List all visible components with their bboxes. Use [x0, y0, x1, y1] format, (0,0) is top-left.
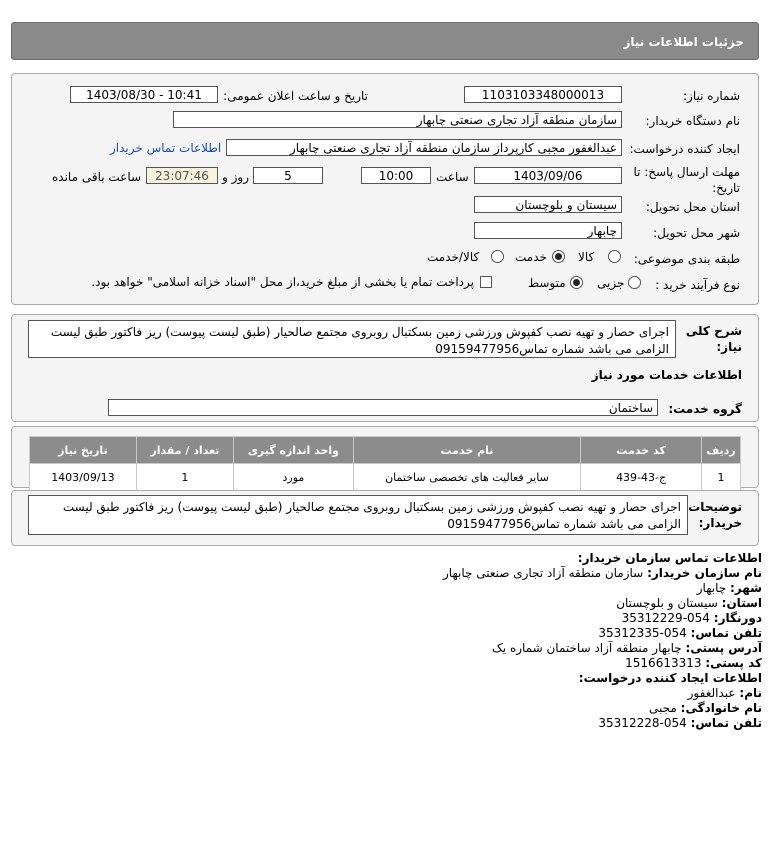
contact-title: اطلاعات تماس سازمان خریدار: [577, 551, 762, 565]
deadline-label-1: مهلت ارسال پاسخ: تا [633, 165, 740, 179]
creator-title: اطلاعات ایجاد کننده درخواست: [578, 671, 762, 685]
creator-family-label: نام خانوادگی: [680, 701, 762, 715]
category-option-goods: کالا [578, 250, 595, 264]
buyer-notes-textbox: اجرای حصار و تهیه نصب کفپوش ورزشی زمین بسکتبال روبروی مجتمع صالحیار (طبق لیست پیوست) ریز فاکتور طبق لیست الزامی می باشد شماره تماس09159477956 [28, 495, 688, 535]
col-name: نام خدمت [353, 437, 580, 464]
creator-name-line [688, 686, 762, 700]
contact-province-label: استان: [721, 596, 762, 610]
process-radio-medium[interactable] [570, 276, 583, 289]
col-code: کد خدمت [581, 437, 702, 464]
city-field: چابهار [474, 222, 622, 239]
need-details-panel [11, 73, 759, 305]
contact-address-label: آدرس پستی: [685, 641, 762, 655]
deadline-date-field: 1403/09/06 [474, 167, 622, 184]
remaining-label: ساعت باقی مانده [52, 170, 142, 184]
cell-code: ج-43-439 [581, 464, 702, 491]
services-table [29, 436, 741, 491]
requester-field: عبدالغفور مجبی کارپرداز سازمان منطقه آزاد تجاری صنعتی چابهار [226, 139, 622, 156]
contact-postal-label: کد پستی: [705, 656, 762, 670]
buyer-notes-label-2: خریدار: [698, 516, 742, 530]
category-option-goods-service: کالا/خدمت [427, 250, 480, 264]
deadline-label-2: تاریخ: [712, 181, 740, 195]
table-row [30, 464, 741, 491]
buyer-contact-link[interactable]: اطلاعات تماس خریدار [110, 141, 222, 155]
contact-postal-line [625, 656, 762, 670]
process-option-minor: جزیی [597, 276, 625, 290]
process-label: نوع فرآیند خرید : [655, 278, 740, 292]
category-radio-service[interactable] [552, 250, 565, 263]
process-radio-minor[interactable] [628, 276, 641, 289]
page-title: جزئیات اطلاعات نیاز [623, 35, 744, 49]
days-field: 5 [253, 167, 323, 184]
creator-name-value: عبدالغفور [687, 686, 736, 700]
summary-label-2: نیاز: [716, 340, 742, 354]
creator-family-value: مجبی [649, 701, 677, 715]
contact-org-label: نام سازمان خریدار: [647, 566, 762, 580]
contact-city-label: شهر: [730, 581, 762, 595]
creator-phone-line [598, 716, 762, 730]
col-date: تاریخ نیاز [30, 437, 137, 464]
contact-address-value: چابهار منطقه آزاد ساختمان شماره یک [492, 641, 682, 655]
cell-qty: 1 [136, 464, 233, 491]
process-option-medium: متوسط [528, 276, 566, 290]
need-number-label: شماره نیاز: [683, 89, 740, 103]
category-radio-goods-service[interactable] [491, 250, 504, 263]
payment-note: پرداخت تمام یا بخشی از مبلغ خرید،از محل "اسناد خزانه اسلامی" خواهد بود. [91, 275, 474, 289]
summary-textbox: اجرای حصار و تهیه نصب کفپوش ورزشی زمین بسکتبال روبروی مجتمع صالحیار (طبق لیست پیوست) ریز فاکتور طبق لیست الزامی می باشد شماره تماس09159477956 [28, 320, 676, 358]
contact-city-line [697, 581, 762, 595]
contact-phone-value: 054-35312335 [598, 626, 687, 640]
contact-phone-line [598, 626, 762, 640]
need-number-field: 1103103348000013 [464, 86, 622, 103]
services-section-title: اطلاعات خدمات مورد نیاز [591, 368, 742, 382]
contact-phone-label: تلفن تماس: [690, 626, 762, 640]
contact-province-value: سیستان و بلوچستان [616, 596, 718, 610]
deadline-time-field: 10:00 [361, 167, 431, 184]
buyer-org-field: سازمان منطقه آزاد تجاری صنعتی چابهار [173, 111, 622, 128]
time-label: ساعت [436, 170, 469, 184]
contact-province-line [616, 596, 762, 610]
contact-fax-value: 054-35312229 [621, 611, 710, 625]
city-label: شهر محل تحویل: [653, 226, 740, 240]
contact-city-value: چابهار [696, 581, 727, 595]
service-group-field: ساختمان [108, 399, 658, 416]
treasury-checkbox[interactable] [480, 276, 492, 288]
contact-postal-value: 1516613313 [625, 656, 702, 670]
announce-field: 1403/08/30 - 10:41 [70, 86, 218, 103]
col-index: ردیف [702, 437, 741, 464]
province-label: استان محل تحویل: [645, 200, 740, 214]
category-option-service: خدمت [515, 250, 547, 264]
contact-org-line [443, 566, 762, 580]
contact-fax-line [622, 611, 762, 625]
service-group-label: گروه خدمت: [668, 402, 742, 416]
cell-unit: مورد [234, 464, 354, 491]
page-header [11, 22, 759, 60]
cell-index: 1 [702, 464, 741, 491]
province-field: سیستان و بلوچستان [474, 196, 622, 213]
days-label: روز و [222, 170, 249, 184]
col-qty: تعداد / مقدار [136, 437, 233, 464]
summary-label-1: شرح کلی [685, 324, 742, 338]
category-radio-goods[interactable] [608, 250, 621, 263]
remaining-time-field: 23:07:46 [146, 167, 218, 184]
buyer-org-label: نام دستگاه خریدار: [645, 114, 740, 128]
cell-name: سایر فعالیت های تخصصی ساختمان [353, 464, 580, 491]
buyer-notes-label-1: توضیحات [688, 500, 742, 514]
table-header-row [30, 437, 741, 464]
creator-name-label: نام: [739, 686, 762, 700]
contact-fax-label: دورنگار: [713, 611, 762, 625]
category-label: طبقه بندی موضوعی: [633, 252, 740, 266]
col-unit: واحد اندازه گیری [234, 437, 354, 464]
creator-phone-label: تلفن تماس: [690, 716, 762, 730]
cell-date: 1403/09/13 [30, 464, 137, 491]
creator-phone-value: 054-35312228 [598, 716, 687, 730]
creator-family-line [649, 701, 762, 715]
announce-label: تاریخ و ساعت اعلان عمومی: [223, 89, 368, 103]
contact-address-line [492, 641, 762, 655]
contact-org-value: سازمان منطقه آزاد تجاری صنعتی چابهار [443, 566, 644, 580]
requester-label: ایجاد کننده درخواست: [629, 142, 740, 156]
